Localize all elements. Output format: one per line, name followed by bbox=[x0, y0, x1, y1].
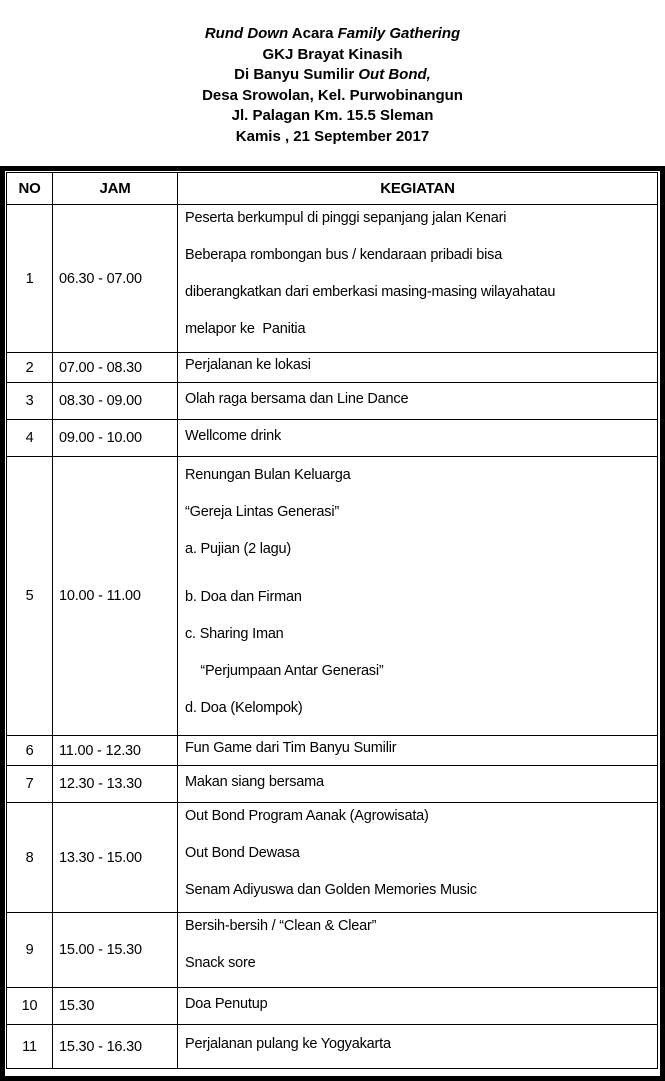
activity-line: d. Doa (Kelompok) bbox=[185, 700, 303, 716]
activity-line: Peserta berkumpul di pinggi sepanjang jalan Kenari bbox=[185, 210, 507, 226]
table-row bbox=[7, 1025, 658, 1069]
row-number: 9 bbox=[7, 913, 53, 988]
row-number: 6 bbox=[7, 736, 53, 766]
row-time: 12.30 - 13.30 bbox=[53, 766, 178, 803]
title-line-2: GKJ Brayat Kinasih bbox=[262, 45, 403, 63]
row-time: 15.30 bbox=[53, 988, 178, 1025]
activity-line: Makan siang bersama bbox=[185, 773, 324, 790]
table-row bbox=[7, 383, 658, 420]
schedule-table bbox=[6, 172, 658, 1069]
row-number: 11 bbox=[7, 1025, 53, 1069]
row-activity bbox=[178, 457, 658, 736]
title-italic: Family Gathering bbox=[337, 25, 461, 42]
row-number: 5 bbox=[7, 457, 53, 736]
row-activity bbox=[178, 988, 658, 1025]
activity-line: c. Sharing Iman bbox=[185, 626, 284, 642]
column-header-kegiatan: KEGIATAN bbox=[178, 173, 658, 205]
row-activity bbox=[178, 913, 658, 988]
row-activity bbox=[178, 736, 658, 766]
activity-line: Beberapa rombongan bus / kendaraan pribadi bisa bbox=[185, 247, 503, 263]
activity-line: Bersih-bersih / “Clean & Clear” bbox=[185, 918, 377, 934]
document-title bbox=[0, 24, 665, 147]
row-time: 10.00 - 11.00 bbox=[53, 457, 178, 736]
row-time: 13.30 - 15.00 bbox=[53, 803, 178, 913]
activity-line: Doa Penutup bbox=[185, 995, 268, 1012]
table-row bbox=[7, 988, 658, 1025]
table-row bbox=[7, 766, 658, 803]
title-line-5: Jl. Palagan Km. 15.5 Sleman bbox=[231, 107, 434, 124]
activity-line: Out Bond Dewasa bbox=[185, 845, 300, 861]
activity-line: Out Bond Program Aanak (Agrowisata) bbox=[185, 808, 429, 824]
row-number: 7 bbox=[7, 766, 53, 803]
row-number: 3 bbox=[7, 383, 53, 420]
table-row bbox=[7, 205, 658, 353]
table-header-row bbox=[7, 173, 658, 205]
row-activity bbox=[178, 1025, 658, 1069]
table-row bbox=[7, 353, 658, 383]
row-activity bbox=[178, 420, 658, 457]
row-time: 09.00 - 10.00 bbox=[53, 420, 178, 457]
title-line-6: Kamis , 21 September 2017 bbox=[235, 127, 430, 145]
row-time: 06.30 - 07.00 bbox=[53, 205, 178, 353]
row-activity bbox=[178, 383, 658, 420]
table-row bbox=[7, 803, 658, 913]
row-activity bbox=[178, 803, 658, 913]
row-time: 07.00 - 08.30 bbox=[53, 353, 178, 383]
activity-line: b. Doa dan Firman bbox=[185, 589, 302, 605]
row-time: 15.30 - 16.30 bbox=[53, 1025, 178, 1069]
row-time: 11.00 - 12.30 bbox=[53, 736, 178, 766]
activity-line: Perjalanan pulang ke Yogyakarta bbox=[185, 1036, 391, 1052]
table-row bbox=[7, 457, 658, 736]
row-time: 08.30 - 09.00 bbox=[53, 383, 178, 420]
activity-line: Fun Game dari Tim Banyu Sumilir bbox=[185, 740, 397, 756]
activity-line: Perjalanan ke lokasi bbox=[185, 357, 311, 373]
row-activity bbox=[178, 205, 658, 353]
activity-line: melapor ke Panitia bbox=[185, 321, 306, 337]
row-number: 4 bbox=[7, 420, 53, 457]
schedule-frame bbox=[0, 166, 665, 1081]
title-line-3 bbox=[0, 65, 665, 86]
column-header-no: NO bbox=[7, 173, 53, 205]
row-number: 10 bbox=[7, 988, 53, 1025]
activity-line: Renungan Bulan Keluarga bbox=[185, 467, 351, 483]
row-activity bbox=[178, 353, 658, 383]
row-number: 8 bbox=[7, 803, 53, 913]
activity-line: Snack sore bbox=[185, 955, 256, 971]
title-line-4: Desa Srowolan, Kel. Purwobinangun bbox=[202, 86, 463, 104]
table-row bbox=[7, 913, 658, 988]
row-number: 1 bbox=[7, 205, 53, 353]
title-italic: Rund Down bbox=[204, 25, 289, 42]
table-row bbox=[7, 420, 658, 457]
activity-line: Senam Adiyuswa dan Golden Memories Music bbox=[185, 882, 477, 898]
title-plain: Acara bbox=[288, 25, 338, 42]
title-line-1 bbox=[0, 24, 665, 45]
column-header-jam: JAM bbox=[53, 173, 178, 205]
activity-line: “Gereja Lintas Generasi” bbox=[185, 504, 339, 520]
row-activity bbox=[178, 766, 658, 803]
title-plain: Di Banyu Sumilir bbox=[234, 66, 359, 83]
title-italic: Out Bond, bbox=[358, 66, 431, 83]
activity-line: Olah raga bersama dan Line Dance bbox=[185, 390, 409, 407]
activity-line: Wellcome drink bbox=[185, 427, 282, 444]
activity-line: diberangkatkan dari emberkasi masing-masing wilayahatau bbox=[185, 284, 556, 300]
activity-line: a. Pujian (2 lagu) bbox=[185, 541, 292, 557]
activity-line: “Perjumpaan Antar Generasi” bbox=[185, 663, 384, 679]
row-number: 2 bbox=[7, 353, 53, 383]
table-row bbox=[7, 736, 658, 766]
row-time: 15.00 - 15.30 bbox=[53, 913, 178, 988]
